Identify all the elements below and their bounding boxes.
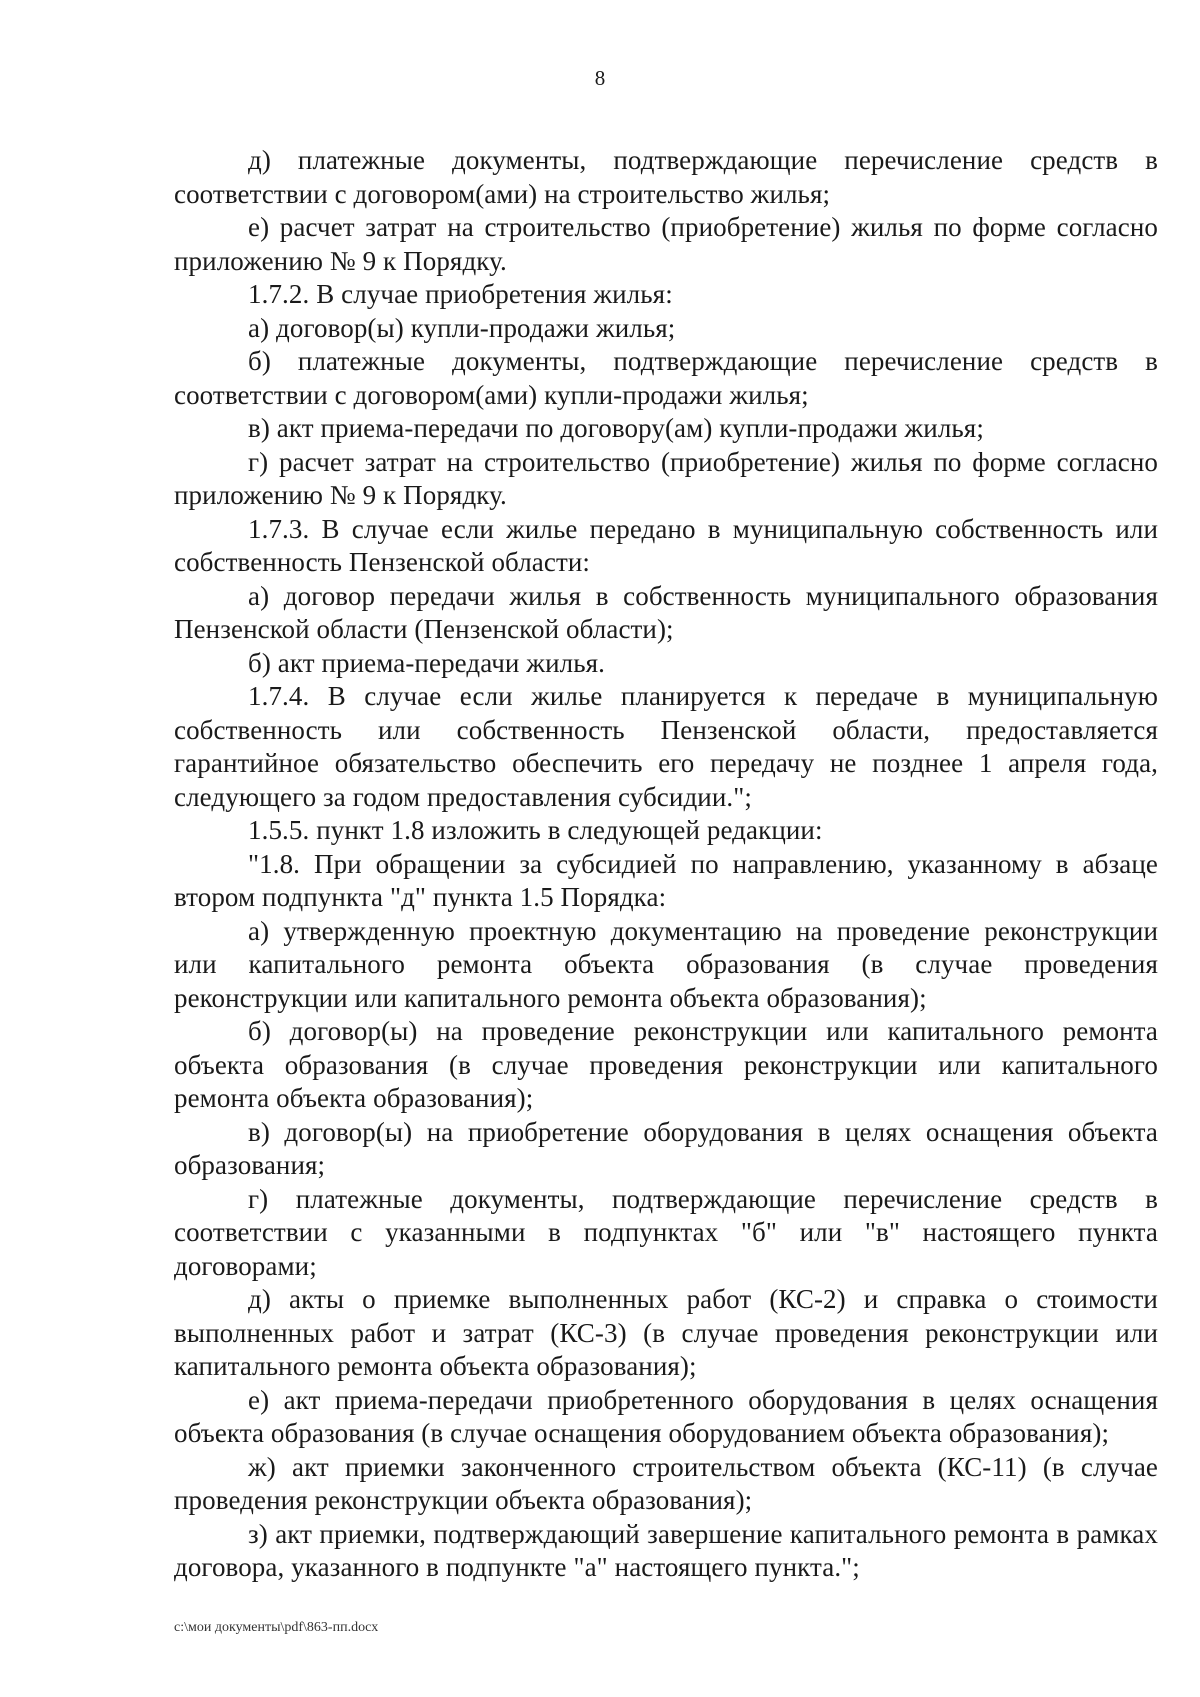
paragraph: з) акт приемки, подтверждающий завершение капитального ремонта в рамках договора, указанного в подпункте "а" настоящего пункта."; bbox=[174, 1518, 1158, 1582]
paragraph: б) договор(ы) на проведение реконструкции или капитального ремонта объекта образования (в случае проведения реконструкции или капитального ремонта объекта образования); bbox=[174, 1016, 1158, 1113]
paragraph: а) утвержденную проектную документацию на проведение реконструкции или капитального ремонта объекта образования (в случае проведения реконструкции или капитального ремонта объекта образования); bbox=[174, 915, 1158, 1013]
paragraph: д) акты о приемке выполненных работ (КС-2) и справка о стоимости выполненных работ и затрат (КС-3) (в случае проведения реконструкции или капитального ремонта объекта образования); bbox=[174, 1284, 1158, 1381]
footer-file-path: c:\мои документы\pdf\863-пп.docx bbox=[174, 1620, 379, 1635]
page-number: 8 bbox=[594, 66, 606, 90]
paragraph: 1.7.4. В случае если жилье планируется к передаче в муниципальную собственность или собственность Пензенской области, предоставляется гарантийное обязательство обеспечить его передачу не позднее 1 апреля года, следующего за годом предоставления субсидии."; bbox=[174, 681, 1158, 812]
paragraph: б) платежные документы, подтверждающие перечисление средств в соответствии с договором(ами) купли-продажи жилья; bbox=[174, 346, 1158, 410]
paragraph: в) акт приема-передачи по договору(ам) купли-продажи жилья; bbox=[248, 413, 984, 443]
paragraph: д) платежные документы, подтверждающие перечисление средств в соответствии с договором(ами) на строительство жилья; bbox=[174, 145, 1158, 209]
paragraph: е) расчет затрат на строительство (приобретение) жилья по форме согласно приложению № 9 к Порядку. bbox=[174, 212, 1158, 276]
paragraph: ж) акт приемки законченного строительством объекта (КС-11) (в случае проведения реконструкции объекта образования); bbox=[174, 1451, 1158, 1515]
paragraph: б) акт приема-передачи жилья. bbox=[248, 647, 605, 678]
paragraph: 1.7.3. В случае если жилье передано в муниципальную собственность или собственность Пензенской области: bbox=[174, 513, 1158, 577]
paragraph: е) акт приема-передачи приобретенного оборудования в целях оснащения объекта образования (в случае оснащения оборудованием объекта образования); bbox=[174, 1384, 1158, 1448]
paragraph: "1.8. При обращении за субсидией по направлению, указанному в абзаце втором подпункта "д" пункта 1.5 Порядка: bbox=[174, 848, 1158, 912]
paragraph: 1.5.5. пункт 1.8 изложить в следующей редакции: bbox=[248, 815, 823, 845]
paragraph: а) договор(ы) купли-продажи жилья; bbox=[248, 312, 676, 343]
paragraph: в) договор(ы) на приобретение оборудования в целях оснащения объекта образования; bbox=[174, 1116, 1158, 1180]
paragraph: г) платежные документы, подтверждающие перечисление средств в соответствии с указанными в подпунктах "б" или "в" настоящего пункта договорами; bbox=[174, 1183, 1158, 1281]
paragraph: а) договор передачи жилья в собственность муниципального образования Пензенской области (Пензенской области); bbox=[174, 580, 1158, 644]
paragraph: г) расчет затрат на строительство (приобретение) жилья по форме согласно приложению № 9 к Порядку. bbox=[174, 446, 1158, 510]
document-body bbox=[174, 144, 1158, 1585]
paragraph: 1.7.2. В случае приобретения жилья: bbox=[248, 279, 673, 309]
